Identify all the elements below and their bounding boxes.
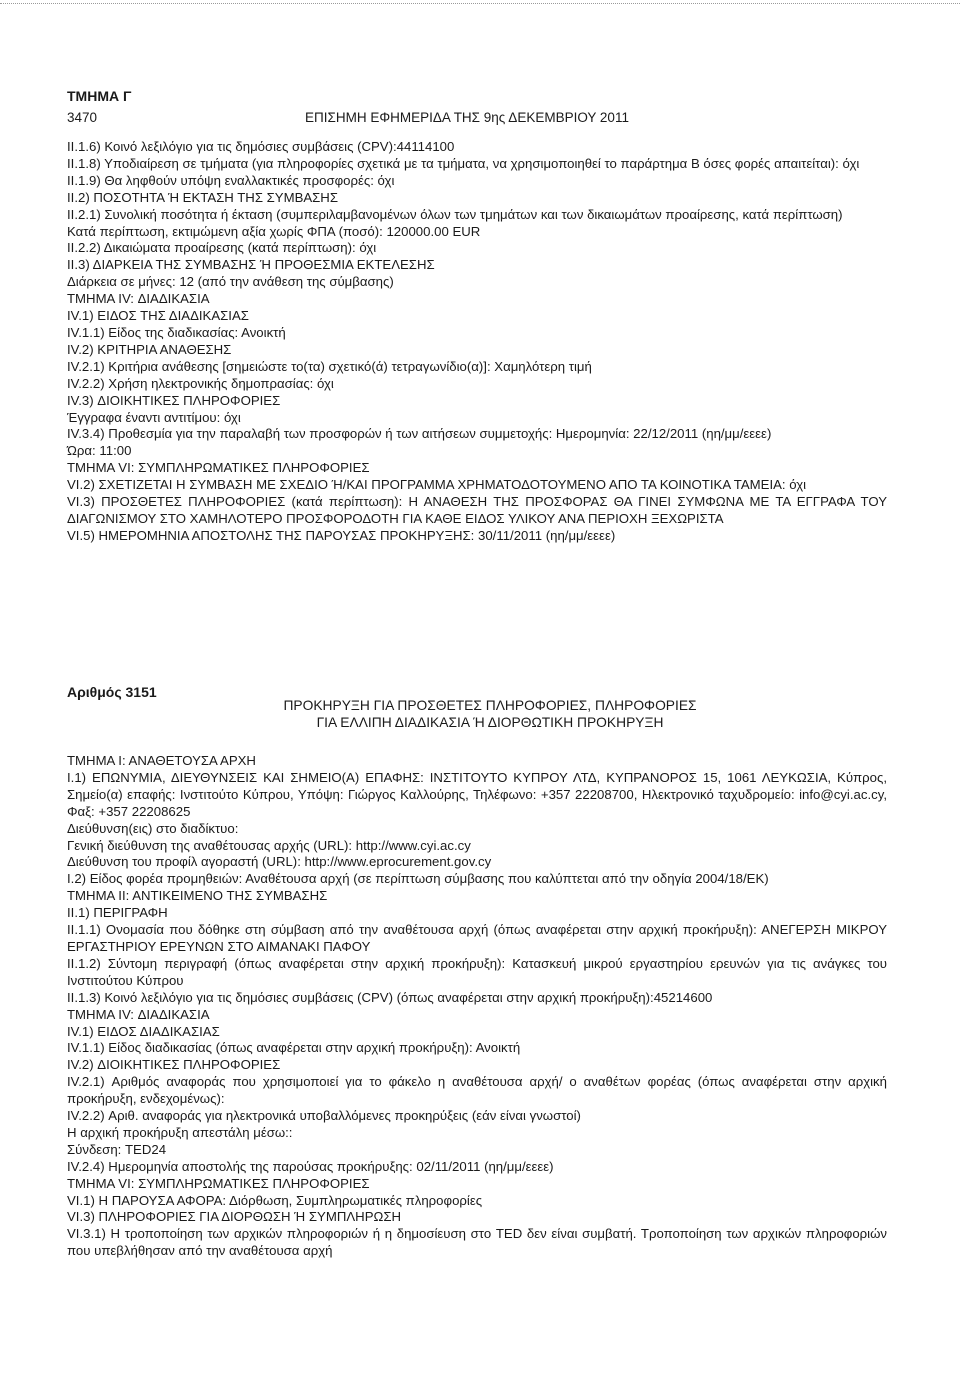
text-line: IV.1.1) Είδος της διαδικασίας: Ανοικτή [67, 324, 286, 340]
text-paragraph: VI.3) ΠΡΟΣΘΕΤΕΣ ΠΛΗΡΟΦΟΡΙΕΣ (κατά περίπτωση): Η ΑΝΑΘΕΣΗ ΤΗΣ ΠΡΟΣΦΟΡΑΣ ΘΑ ΓΙΝΕΙ ΣΥΜΦΩΝΑ ΜΕ ΤΑ ΕΓΓΡΑΦΑ ΤΟΥ ΔΙΑΓΩΝΙΣΜΟΥ ΣΤΟ ΧΑΜΗΛΟΤΕΡΟ ΠΡΟΣΦΟΡΟΔΟΤΗ ΓΙΑ ΚΑΘΕ ΕΙΔΟΣ ΥΛΙΚΟΥ ΑΝΑ ΠΕΡΙΟΧΗ ΞΕΧΩΡΙΣΤΑ [67, 494, 887, 526]
text-line: ΙΙ.1) ΠΕΡΙΓΡΑΦΗ [67, 905, 168, 921]
text-line: IV.2) ΚΡΙΤΗΡΙΑ ΑΝΑΘΕΣΗΣ [67, 341, 232, 357]
text-line: IV.2.4) Ημερομηνία αποστολής της παρούσας προκήρυξης: 02/11/2011 (ηη/μμ/εεεε) [67, 1158, 554, 1174]
text-line: VI.1) Η ΠΑΡΟΥΣΑ ΑΦΟΡΑ: Διόρθωση, Συμπληρωματικές πληροφορίες [67, 1192, 483, 1208]
text-line: IV.1) ΕΙΔΟΣ ΤΗΣ ΔΙΑΔΙΚΑΣΙΑΣ [67, 308, 249, 324]
text-paragraph: IV.3.4) Προθεσμία για την παραλαβή των προσφορών ή των αιτήσεων συμμετοχής: Ημερομηνία: 22/12/2011 (ηη/μμ/εεεε) [67, 426, 772, 442]
text-line: Γενική διεύθυνση της αναθέτουσας αρχής (URL): http://www.cyi.ac.cy [67, 837, 471, 853]
text-paragraph: Ι.1) ΕΠΩΝΥΜΙΑ, ΔΙΕΥΘΥΝΣΕΙΣ ΚΑΙ ΣΗΜΕΙΟ(Α) ΕΠΑΦΗΣ: ΙΝΣΤΙΤΟΥΤΟ ΚΥΠΡΟΥ ΛΤΔ, ΚΥΠΡΑΝΟΡΟΣ 15, 1061 ΛΕΥΚΩΣΙΑ, Κύπρος, Σημείο(α) επαφής: Ινστιτούτο Κύπρου, Υπόψη: Γιώργος Καλλούρης, Τηλέφωνο: +357 22208700, Ηλεκτρονικό ταχυδρομείο: info@cyi.ac.cy, Φαξ: +357 22208625 [67, 769, 887, 819]
text-line: IV.2.2) Αριθ. αναφοράς για ηλεκτρονικά υποβαλλόμενες προκηρύξεις (εάν είναι γνωστοί) [67, 1108, 581, 1124]
notice-title-line: ΓΙΑ ΕΛΛΙΠΗ ΔΙΑΔΙΚΑΣΙΑ Ή ΔΙΟΡΘΩΤΙΚΗ ΠΡΟΚΗΡΥΞΗ [316, 715, 664, 730]
scan-edge-line [0, 3, 960, 5]
text-line: ΙΙ.1.9) Θα ληφθούν υπόψη εναλλακτικές προσφορές: όχι [67, 172, 395, 188]
text-paragraph: ΙΙ.1.1) Ονομασία που δόθηκε στη σύμβαση από την αναθέτουσα αρχή (όπως αναφέρεται στην αρχική προκήρυξη): ΑΝΕΓΕΡΣΗ ΜΙΚΡΟΥ ΕΡΓΑΣΤΗΡΙΟΥ ΕΡΕΥΝΩΝ ΣΤΟ ΑΙΜΑΝΑΚΙ ΠΑΦΟΥ [67, 922, 887, 954]
text-paragraph: ΙΙ.2.1) Συνολική ποσότητα ή έκταση (συμπεριλαμβανομένων όλων των τμημάτων και των δικαιωμάτων προαίρεσης, κατά περίπτωση) [67, 206, 843, 222]
text-line: IV.2.2) Χρήση ηλεκτρονικής δημοπρασίας: όχι [67, 375, 334, 391]
page-number: 3470 [67, 110, 98, 125]
text-line: IV.1.1) Είδος διαδικασίας (όπως αναφέρεται στην αρχική προκήρυξη): Ανοικτή [67, 1040, 521, 1056]
text-line: IV.2.1) Κριτήρια ανάθεσης [σημειώστε το(τα) σχετικό(ά) τετραγωνίδιο(α)]: Χαμηλότερη τιμή [67, 358, 592, 374]
text-line: Διεύθυνση(εις) στο διαδίκτυο: [67, 820, 239, 836]
section-heading: ΤΜΗΜΑ VI: ΣΥΜΠΛΗΡΩΜΑΤΙΚΕΣ ΠΛΗΡΟΦΟΡΙΕΣ [67, 1175, 370, 1191]
text-line: ΙΙ.3) ΔΙΑΡΚΕΙΑ ΤΗΣ ΣΥΜΒΑΣΗΣ Ή ΠΡΟΘΕΣΜΙΑ ΕΚΤΕΛΕΣΗΣ [67, 257, 435, 273]
text-line: IV.2) ΔΙΟΙΚΗΤΙΚΕΣ ΠΛΗΡΟΦΟΡΙΕΣ [67, 1057, 281, 1073]
text-line: Έγγραφα έναντι αντιτίμου: όχι [67, 409, 241, 425]
notice-number: Αριθμός 3151 [67, 684, 157, 700]
text-line: Κατά περίπτωση, εκτιμώμενη αξία χωρίς ΦΠΑ (ποσό): 120000.00 EUR [67, 223, 481, 239]
page-header [67, 110, 727, 125]
text-line: IV.1) ΕΙΔΟΣ ΔΙΑΔΙΚΑΣΙΑΣ [67, 1023, 220, 1039]
text-line: ΙΙ.2.2) Δικαιώματα προαίρεσης (κατά περίπτωση): όχι [67, 240, 377, 256]
section-heading: ΤΜΗΜΑ ΙΙ: ΑΝΤΙΚΕΙΜΕΝΟ ΤΗΣ ΣΥΜΒΑΣΗΣ [67, 888, 328, 904]
text-line: ΙΙ.2) ΠΟΣΟΤΗΤΑ Ή ΕΚΤΑΣΗ ΤΗΣ ΣΥΜΒΑΣΗΣ [67, 189, 338, 205]
text-line: Ώρα: 11:00 [67, 443, 132, 459]
text-line: VI.5) ΗΜΕΡΟΜΗΝΙΑ ΑΠΟΣΤΟΛΗΣ ΤΗΣ ΠΑΡΟΥΣΑΣ ΠΡΟΚΗΡΥΞΗΣ: 30/11/2011 (ηη/μμ/εεεε) [67, 527, 616, 543]
text-line: IV.3) ΔΙΟΙΚΗΤΙΚΕΣ ΠΛΗΡΟΦΟΡΙΕΣ [67, 392, 281, 408]
text-paragraph: Ι.2) Είδος φορέα προμηθειών: Αναθέτουσα αρχή (σε περίπτωση σύμβασης που καλύπτεται από την οδηγία 2004/18/ΕΚ) [67, 871, 769, 887]
notice-title [180, 697, 800, 731]
text-line: Διεύθυνση του προφίλ αγοραστή (URL): http://www.eprocurement.gov.cy [67, 854, 492, 870]
text-paragraph: IV.2.1) Αριθμός αναφοράς που χρησιμοποιεί για το φάκελο η αναθέτουσα αρχή/ ο αναθέτων φορέας (όπως αναφέρεται στην αρχική προκήρυξη, ενδεχομένως): [67, 1074, 887, 1107]
text-line: Η αρχική προκήρυξη απεστάλη μέσω:: [67, 1124, 293, 1140]
text-line: ΙΙ.1.6) Κοινό λεξιλόγιο για τις δημόσιες συμβάσεις (CPV):44114100 [67, 139, 455, 154]
section-heading: ΤΜΗΜΑ VI: ΣΥΜΠΛΗΡΩΜΑΤΙΚΕΣ ΠΛΗΡΟΦΟΡΙΕΣ [67, 460, 370, 476]
text-paragraph: VI.3.1) Η τροποποίηση των αρχικών πληροφοριών ή η δημοσίευση στο TED δεν είναι συμβατή. Τροποποίηση των αρχικών πληροφοριών που υπεβλήθησαν από την αναθέτουσα αρχή [67, 1226, 887, 1259]
text-paragraph: ΙΙ.1.8) Υποδιαίρεση σε τμήματα (για πληροφορίες σχετικά με τα τμήματα, να χρησιμοποιηθεί το παράρτημα Β όσες φορές απαιτείται): όχι [67, 155, 860, 171]
text-paragraph: VI.2) ΣΧΕΤΙΖΕΤΑΙ Η ΣΥΜΒΑΣΗ ΜΕ ΣΧΕΔΙΟ Ή/ΚΑΙ ΠΡΟΓΡΑΜΜΑ ΧΡΗΜΑΤΟΔΟΤΟΥΜΕΝΟ ΑΠΟ ΤΑ ΚΟΙΝΟΤΙΚΑ ΤΑΜΕΙΑ: όχι [67, 477, 807, 493]
section-heading: ΤΜΗΜΑ IV: ΔΙΑΔΙΚΑΣΙΑ [67, 291, 210, 307]
section-heading: ΤΜΗΜΑ IV: ΔΙΑΔΙΚΑΣΙΑ [67, 1006, 210, 1022]
notice-title-line: ΠΡΟΚΗΡΥΞΗ ΓΙΑ ΠΡΟΣΘΕΤΕΣ ΠΛΗΡΟΦΟΡΙΕΣ, ΠΛΗΡΟΦΟΡΙΕΣ [283, 698, 697, 713]
text-paragraph: ΙΙ.1.2) Σύντομη περιγραφή (όπως αναφέρεται στην αρχική προκήρυξη): Κατασκευή μικρού εργαστηρίου ερευνών για τις ανάγκες του Ινστιτούτου Κύπρου [67, 955, 887, 988]
text-line: Σύνδεση: TED24 [67, 1141, 167, 1157]
text-line: ΙΙ.1.3) Κοινό λεξιλόγιο για τις δημόσιες συμβάσεις (CPV) (όπως αναφέρεται στην αρχική προκήρυξη):45214600 [67, 989, 713, 1005]
section-label: ΤΜΗΜΑ Γ [67, 88, 132, 104]
text-line: VI.3) ΠΛΗΡΟΦΟΡΙΕΣ ΓΙΑ ΔΙΟΡΘΩΣΗ Ή ΣΥΜΠΛΗΡΩΣΗ [67, 1209, 402, 1225]
text-line: Διάρκεια σε μήνες: 12 (από την ανάθεση της σύμβασης) [67, 274, 394, 290]
gazette-title: ΕΠΙΣΗΜΗ ΕΦΗΜΕΡΙΔΑ ΤΗΣ 9ης ΔΕΚΕΜΒΡΙΟΥ 2011 [305, 110, 629, 125]
notice-body [67, 753, 887, 1260]
section-heading: ΤΜΗΜΑ Ι: ΑΝΑΘΕΤΟΥΣΑ ΑΡΧΗ [67, 753, 256, 768]
notice-continuation [67, 139, 887, 545]
